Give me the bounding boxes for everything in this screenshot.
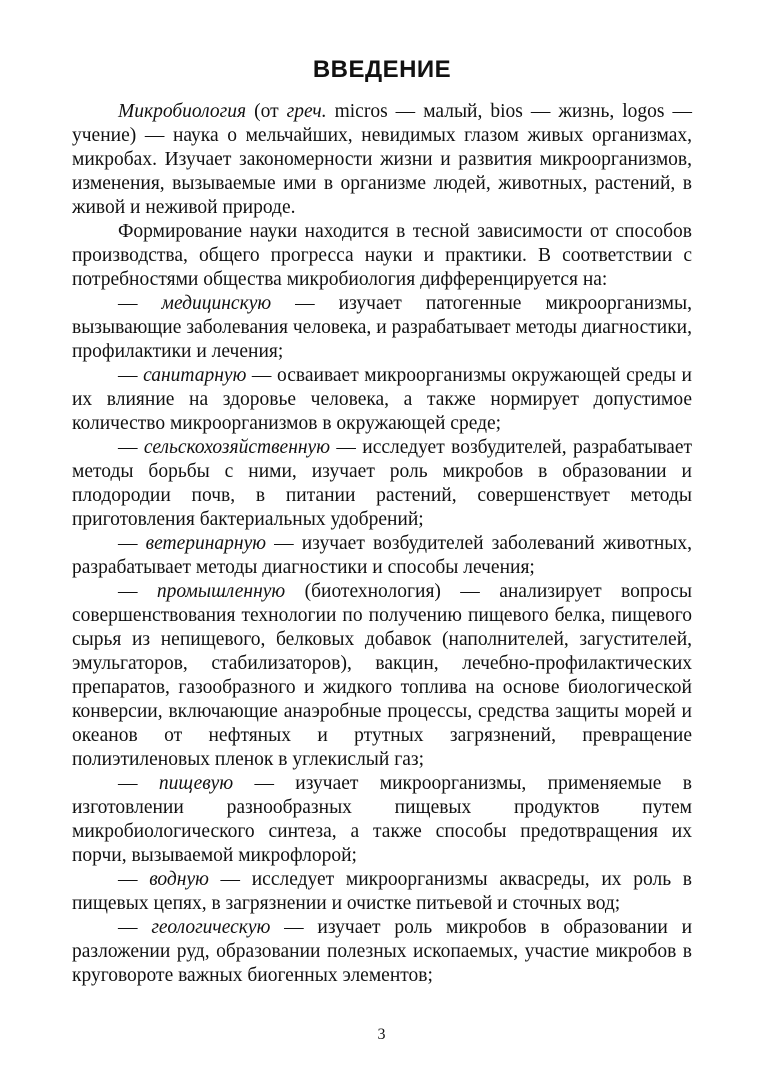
branch-term: геологическую	[151, 917, 271, 938]
intro-text-1: (от	[246, 101, 287, 122]
branch-item	[72, 532, 692, 580]
branch-term: ветеринарную	[145, 533, 266, 554]
branch-text: — изучает возбудителей заболеваний животных, разрабатывает методы диагностики и способы лечения;	[72, 533, 692, 578]
branch-dash: —	[118, 437, 144, 458]
branch-text: — изучает микроорганизмы, применяемые в изготовлении разнообразных пищевых продуктов путем микробиологического синтеза, а также способы предотвращения их порчи, вызываемой микрофлорой;	[72, 773, 692, 866]
branch-dash: —	[118, 365, 144, 386]
branch-item	[72, 292, 692, 364]
intro-text-2: micros — малый, bios — жизнь, logos — учение) — наука о мельчайших, невидимых глазом живых организмах, микробах. Изучает закономерности жизни и развития микроорганизмов, изменения, вызываемые ими в организме людей, животных, растений, в живой и неживой природе.	[72, 101, 693, 218]
page-title: ВВЕДЕНИЕ	[312, 56, 452, 83]
branch-dash: —	[118, 869, 150, 890]
branch-item	[72, 916, 692, 988]
branch-term: промышленную	[156, 581, 286, 602]
branch-term: медицинскую	[161, 293, 272, 314]
branch-item	[72, 580, 692, 772]
intro-paragraph	[72, 100, 692, 220]
intro-term: Микробиология	[118, 101, 247, 122]
branch-term: сельскохозяйственную	[143, 437, 330, 458]
branch-term: санитарную	[143, 365, 247, 386]
branch-dash: —	[118, 533, 146, 554]
formation-paragraph: Формирование науки находится в тесной зависимости от способов производства, общего прогресса науки и практики. В соответствии с потребностями общества микробиология дифференцируется на:	[72, 221, 692, 290]
branch-item	[72, 364, 692, 436]
branch-text: — исследует микроорганизмы аквасреды, их роль в пищевых цепях, в загрязнении и очистке питьевой и сточных вод;	[72, 869, 693, 914]
branch-term: пищевую	[158, 773, 234, 794]
intro-abbr: греч.	[286, 101, 327, 122]
branch-text: — исследует возбудителей, разрабатывает методы борьбы с ними, изучает роль микробов в образовании и плодородии почв, в питании растений, совершенствует методы приготовления бактериальных удобрений;	[72, 437, 693, 530]
branch-dash: —	[118, 293, 162, 314]
branch-text: — изучает роль микробов в образовании и разложении руд, образовании полезных ископаемых, участие микробов в круговороте важных биогенных элементов;	[72, 917, 693, 986]
branch-term: водную	[149, 869, 209, 890]
branch-dash: —	[118, 773, 159, 794]
branch-item	[72, 772, 692, 868]
branch-text: — осваивает микроорганизмы окружающей среды и их влияние на здоровье человека, а также нормирует допустимое количество микроорганизмов в окружающей среде;	[72, 365, 692, 434]
page-number: 3	[377, 1026, 386, 1043]
branch-dash: —	[118, 917, 152, 938]
branch-dash: —	[118, 581, 157, 602]
branch-item	[72, 436, 692, 532]
branch-item	[72, 868, 692, 916]
page-content	[72, 56, 692, 988]
branch-text: — изучает патогенные микроорганизмы, вызывающие заболевания человека, и разрабатывает методы диагностики, профилактики и лечения;	[72, 293, 692, 362]
branch-text: (биотехнология) — анализирует вопросы совершенствования технологии по получению пищевого белка, пищевого сырья из непищевого, белковых добавок (наполнителей, загустителей, эмульгаторов, стабилизаторов), вакцин, лечебно-профилактических препаратов, газообразного и жидкого топлива на основе биологической конверсии, включающие анаэробные процессы, средства защиты морей и океанов от нефтяных и ртутных загрязнений, превращение полиэтиленовых пленок в углекислый газ;	[72, 581, 692, 770]
